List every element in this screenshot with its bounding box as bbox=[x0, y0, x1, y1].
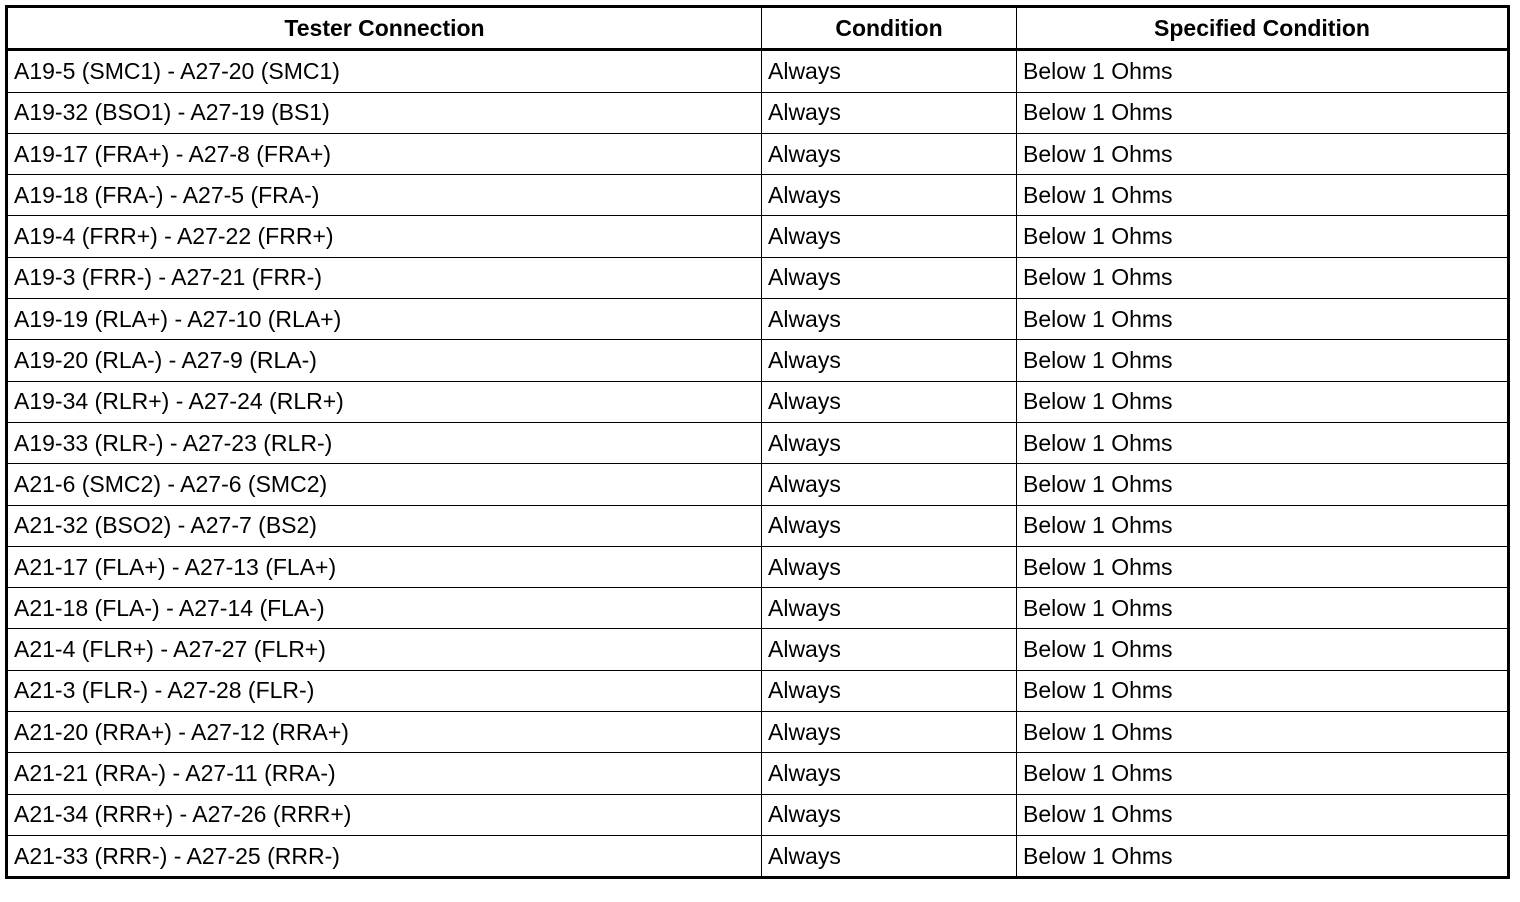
cell-condition: Always bbox=[762, 546, 1017, 587]
table-row bbox=[7, 381, 1509, 422]
header-tester-connection: Tester Connection bbox=[7, 7, 762, 50]
table-row bbox=[7, 546, 1509, 587]
cell-tester-connection: A19-32 (BSO1) - A27-19 (BS1) bbox=[7, 92, 762, 133]
cell-condition: Always bbox=[762, 257, 1017, 298]
cell-condition: Always bbox=[762, 753, 1017, 794]
cell-tester-connection: A21-20 (RRA+) - A27-12 (RRA+) bbox=[7, 712, 762, 753]
cell-specified-condition: Below 1 Ohms bbox=[1017, 381, 1509, 422]
table-row bbox=[7, 92, 1509, 133]
table-row bbox=[7, 340, 1509, 381]
cell-specified-condition: Below 1 Ohms bbox=[1017, 216, 1509, 257]
cell-condition: Always bbox=[762, 299, 1017, 340]
table-row bbox=[7, 753, 1509, 794]
cell-tester-connection: A19-5 (SMC1) - A27-20 (SMC1) bbox=[7, 50, 762, 92]
table-row bbox=[7, 50, 1509, 92]
cell-tester-connection: A21-18 (FLA-) - A27-14 (FLA-) bbox=[7, 588, 762, 629]
cell-tester-connection: A19-19 (RLA+) - A27-10 (RLA+) bbox=[7, 299, 762, 340]
cell-tester-connection: A21-34 (RRR+) - A27-26 (RRR+) bbox=[7, 794, 762, 835]
table-row bbox=[7, 629, 1509, 670]
cell-condition: Always bbox=[762, 50, 1017, 92]
cell-specified-condition: Below 1 Ohms bbox=[1017, 753, 1509, 794]
cell-specified-condition: Below 1 Ohms bbox=[1017, 464, 1509, 505]
cell-specified-condition: Below 1 Ohms bbox=[1017, 505, 1509, 546]
cell-tester-connection: A19-34 (RLR+) - A27-24 (RLR+) bbox=[7, 381, 762, 422]
table-row bbox=[7, 794, 1509, 835]
cell-tester-connection: A21-21 (RRA-) - A27-11 (RRA-) bbox=[7, 753, 762, 794]
cell-condition: Always bbox=[762, 670, 1017, 711]
cell-specified-condition: Below 1 Ohms bbox=[1017, 299, 1509, 340]
cell-specified-condition: Below 1 Ohms bbox=[1017, 588, 1509, 629]
cell-tester-connection: A21-32 (BSO2) - A27-7 (BS2) bbox=[7, 505, 762, 546]
cell-condition: Always bbox=[762, 794, 1017, 835]
cell-specified-condition: Below 1 Ohms bbox=[1017, 712, 1509, 753]
cell-tester-connection: A19-20 (RLA-) - A27-9 (RLA-) bbox=[7, 340, 762, 381]
cell-condition: Always bbox=[762, 381, 1017, 422]
cell-specified-condition: Below 1 Ohms bbox=[1017, 794, 1509, 835]
cell-condition: Always bbox=[762, 175, 1017, 216]
table-header-row bbox=[7, 7, 1509, 50]
cell-condition: Always bbox=[762, 629, 1017, 670]
table-row bbox=[7, 712, 1509, 753]
cell-condition: Always bbox=[762, 422, 1017, 463]
cell-specified-condition: Below 1 Ohms bbox=[1017, 835, 1509, 877]
table-row bbox=[7, 422, 1509, 463]
cell-tester-connection: A21-3 (FLR-) - A27-28 (FLR-) bbox=[7, 670, 762, 711]
cell-tester-connection: A19-4 (FRR+) - A27-22 (FRR+) bbox=[7, 216, 762, 257]
cell-condition: Always bbox=[762, 712, 1017, 753]
cell-tester-connection: A21-4 (FLR+) - A27-27 (FLR+) bbox=[7, 629, 762, 670]
cell-specified-condition: Below 1 Ohms bbox=[1017, 546, 1509, 587]
cell-condition: Always bbox=[762, 340, 1017, 381]
header-specified-condition: Specified Condition bbox=[1017, 7, 1509, 50]
cell-condition: Always bbox=[762, 505, 1017, 546]
cell-specified-condition: Below 1 Ohms bbox=[1017, 133, 1509, 174]
table-row bbox=[7, 133, 1509, 174]
cell-condition: Always bbox=[762, 133, 1017, 174]
table-row bbox=[7, 670, 1509, 711]
cell-condition: Always bbox=[762, 588, 1017, 629]
cell-specified-condition: Below 1 Ohms bbox=[1017, 422, 1509, 463]
table-row bbox=[7, 175, 1509, 216]
cell-tester-connection: A21-33 (RRR-) - A27-25 (RRR-) bbox=[7, 835, 762, 877]
table-row bbox=[7, 505, 1509, 546]
tester-connection-table bbox=[5, 5, 1510, 879]
cell-specified-condition: Below 1 Ohms bbox=[1017, 92, 1509, 133]
cell-tester-connection: A21-6 (SMC2) - A27-6 (SMC2) bbox=[7, 464, 762, 505]
cell-tester-connection: A19-17 (FRA+) - A27-8 (FRA+) bbox=[7, 133, 762, 174]
cell-condition: Always bbox=[762, 216, 1017, 257]
cell-condition: Always bbox=[762, 835, 1017, 877]
cell-specified-condition: Below 1 Ohms bbox=[1017, 340, 1509, 381]
header-condition: Condition bbox=[762, 7, 1017, 50]
cell-tester-connection: A19-3 (FRR-) - A27-21 (FRR-) bbox=[7, 257, 762, 298]
cell-specified-condition: Below 1 Ohms bbox=[1017, 257, 1509, 298]
cell-tester-connection: A19-18 (FRA-) - A27-5 (FRA-) bbox=[7, 175, 762, 216]
cell-specified-condition: Below 1 Ohms bbox=[1017, 670, 1509, 711]
cell-specified-condition: Below 1 Ohms bbox=[1017, 629, 1509, 670]
table-row bbox=[7, 464, 1509, 505]
table-row bbox=[7, 257, 1509, 298]
table-row bbox=[7, 299, 1509, 340]
table-row bbox=[7, 216, 1509, 257]
table-row bbox=[7, 835, 1509, 877]
table-row bbox=[7, 588, 1509, 629]
cell-specified-condition: Below 1 Ohms bbox=[1017, 50, 1509, 92]
cell-tester-connection: A19-33 (RLR-) - A27-23 (RLR-) bbox=[7, 422, 762, 463]
cell-specified-condition: Below 1 Ohms bbox=[1017, 175, 1509, 216]
cell-tester-connection: A21-17 (FLA+) - A27-13 (FLA+) bbox=[7, 546, 762, 587]
cell-condition: Always bbox=[762, 92, 1017, 133]
cell-condition: Always bbox=[762, 464, 1017, 505]
